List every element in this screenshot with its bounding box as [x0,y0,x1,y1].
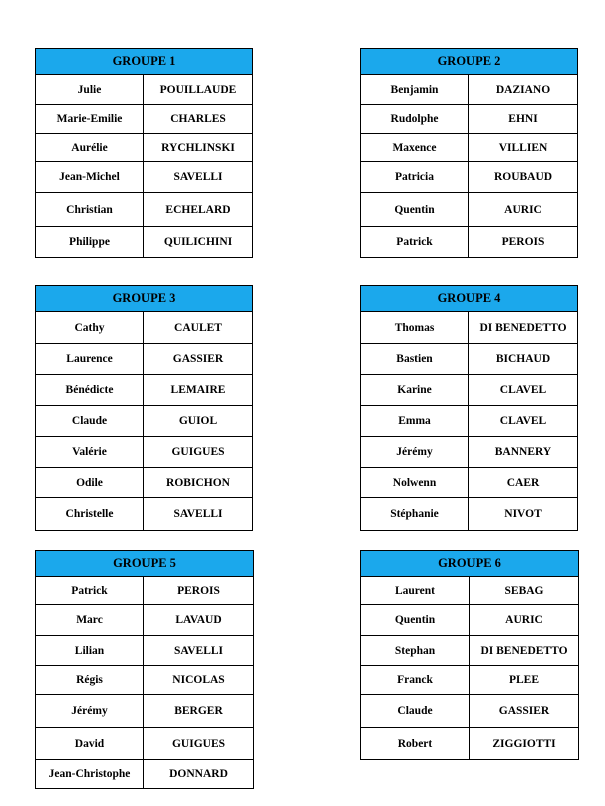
table-row [36,437,253,468]
first-name-cell: Marc [36,605,144,636]
table-row [36,312,253,344]
first-name-cell: Jean-Michel [36,162,144,193]
table-row [36,636,254,666]
table-row [36,344,253,375]
last-name-cell: NICOLAS [144,666,254,695]
table-row [361,728,579,760]
last-name-cell: PEROIS [144,577,254,605]
table-row [36,577,254,605]
last-name-cell: GASSIER [144,344,253,375]
first-name-cell: Rudolphe [361,105,469,134]
last-name-cell: RYCHLINSKI [144,134,253,162]
last-name-cell: ROUBAUD [469,162,578,193]
first-name-cell: Quentin [361,193,469,227]
group-table-4 [360,285,578,531]
table-row [361,468,578,498]
last-name-cell: GASSIER [470,695,579,728]
table-row [36,375,253,406]
first-name-cell: Benjamin [361,75,469,105]
table-row [361,75,578,105]
last-name-cell: LAVAUD [144,605,254,636]
first-name-cell: Laurent [361,577,470,605]
table-row [361,105,578,134]
table-row [36,406,253,437]
group-table-3 [35,285,253,531]
first-name-cell: Christelle [36,498,144,531]
first-name-cell: Julie [36,75,144,105]
table-row [361,605,579,636]
group-table-6 [360,550,579,760]
group-title: GROUPE 1 [36,49,253,75]
first-name-cell: Patricia [361,162,469,193]
table-row [361,375,578,406]
last-name-cell: CLAVEL [469,406,578,437]
table-row [36,498,253,531]
table-row [36,105,253,134]
group-table-1 [35,48,253,258]
last-name-cell: CAER [469,468,578,498]
last-name-cell: LEMAIRE [144,375,253,406]
table-row [36,162,253,193]
table-row [361,636,579,666]
group-title: GROUPE 2 [361,49,578,75]
first-name-cell: Lilian [36,636,144,666]
table-row [361,498,578,531]
first-name-cell: Claude [361,695,470,728]
last-name-cell: ZIGGIOTTI [470,728,579,760]
table-row [36,728,254,760]
first-name-cell: Christian [36,193,144,227]
table-row [361,162,578,193]
first-name-cell: Jean-Christophe [36,760,144,789]
first-name-cell: Patrick [36,577,144,605]
last-name-cell: BICHAUD [469,344,578,375]
first-name-cell: Jérémy [36,695,144,728]
group-title: GROUPE 4 [361,286,578,312]
first-name-cell: Odile [36,468,144,498]
table-row [361,193,578,227]
table-row [36,468,253,498]
last-name-cell: BERGER [144,695,254,728]
table-row [36,605,254,636]
first-name-cell: Thomas [361,312,469,344]
last-name-cell: AURIC [469,193,578,227]
first-name-cell: Quentin [361,605,470,636]
last-name-cell: DONNARD [144,760,254,789]
first-name-cell: Patrick [361,227,469,258]
first-name-cell: Aurélie [36,134,144,162]
first-name-cell: Claude [36,406,144,437]
last-name-cell: GUIGUES [144,437,253,468]
table-row [361,577,579,605]
last-name-cell: GUIOL [144,406,253,437]
first-name-cell: David [36,728,144,760]
last-name-cell: DAZIANO [469,75,578,105]
table-row [36,227,253,258]
table-row [361,312,578,344]
table-row [361,227,578,258]
table-row [361,344,578,375]
last-name-cell: AURIC [470,605,579,636]
last-name-cell: SAVELLI [144,636,254,666]
first-name-cell: Cathy [36,312,144,344]
first-name-cell: Nolwenn [361,468,469,498]
first-name-cell: Philippe [36,227,144,258]
first-name-cell: Robert [361,728,470,760]
last-name-cell: DI BENEDETTO [470,636,579,666]
last-name-cell: VILLIEN [469,134,578,162]
first-name-cell: Stephan [361,636,470,666]
first-name-cell: Bastien [361,344,469,375]
last-name-cell: CHARLES [144,105,253,134]
last-name-cell: QUILICHINI [144,227,253,258]
last-name-cell: CLAVEL [469,375,578,406]
group-title: GROUPE 5 [36,551,254,577]
table-row [36,134,253,162]
last-name-cell: NIVOT [469,498,578,531]
table-row [36,75,253,105]
group-table-5 [35,550,254,789]
first-name-cell: Emma [361,406,469,437]
table-row [361,666,579,695]
first-name-cell: Bénédicte [36,375,144,406]
last-name-cell: DI BENEDETTO [469,312,578,344]
first-name-cell: Stéphanie [361,498,469,531]
first-name-cell: Valérie [36,437,144,468]
last-name-cell: GUIGUES [144,728,254,760]
group-title: GROUPE 3 [36,286,253,312]
first-name-cell: Marie-Emilie [36,105,144,134]
table-row [36,666,254,695]
first-name-cell: Franck [361,666,470,695]
group-table-2 [360,48,578,258]
table-row [361,437,578,468]
last-name-cell: CAULET [144,312,253,344]
table-row [361,406,578,437]
group-title: GROUPE 6 [361,551,579,577]
first-name-cell: Maxence [361,134,469,162]
table-row [36,695,254,728]
last-name-cell: PLEE [470,666,579,695]
table-row [361,695,579,728]
last-name-cell: BANNERY [469,437,578,468]
table-row [361,134,578,162]
last-name-cell: ECHELARD [144,193,253,227]
table-row [36,760,254,789]
first-name-cell: Karine [361,375,469,406]
table-row [36,193,253,227]
last-name-cell: ROBICHON [144,468,253,498]
first-name-cell: Régis [36,666,144,695]
first-name-cell: Laurence [36,344,144,375]
last-name-cell: SAVELLI [144,162,253,193]
last-name-cell: SAVELLI [144,498,253,531]
last-name-cell: PEROIS [469,227,578,258]
last-name-cell: POUILLAUDE [144,75,253,105]
last-name-cell: SEBAG [470,577,579,605]
first-name-cell: Jérémy [361,437,469,468]
last-name-cell: EHNI [469,105,578,134]
